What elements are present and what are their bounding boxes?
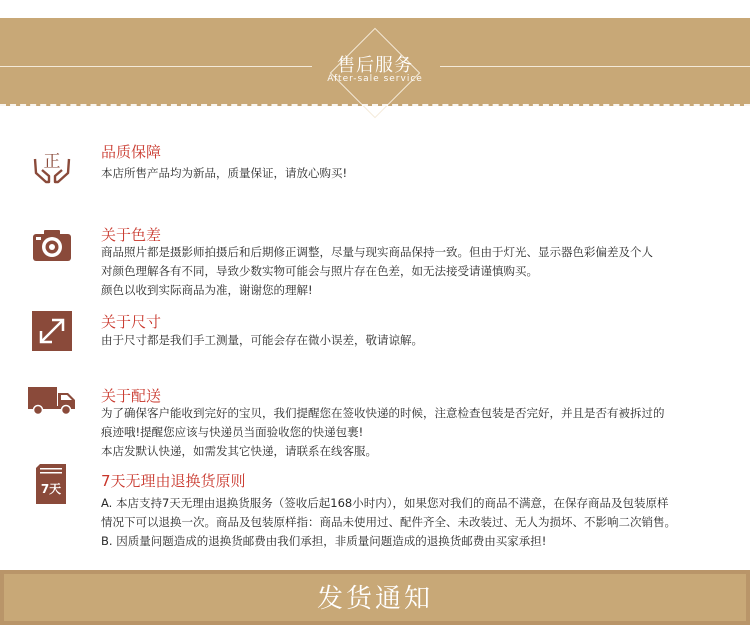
delivery-truck-icon [28,384,76,424]
body-line: 由于尺寸都是我们手工测量，可能会存在微小误差，敬请谅解。 [101,333,423,347]
after-sale-header [0,18,750,106]
shipping-notice-title: 发货通知 [316,584,433,614]
section-title: 关于配送 [101,387,162,405]
shipping-notice-banner [0,570,750,625]
body-line: 对颜色理解各有不同，导致少数实物可能会与照片存在色差，如无法接受请谨慎购买。 [101,264,538,278]
section-body [101,164,347,183]
camera-icon [32,226,72,266]
body-line: 商品照片都是摄影师拍摄后和后期修正调整，尽量与现实商品保持一致。但由于灯光、显示器色彩偏差及个人 [101,245,653,259]
section-title: 关于色差 [101,226,162,244]
resize-arrow-icon [32,311,72,351]
svg-text:7天: 7天 [40,482,62,496]
header-subtitle: After-sale service [327,74,423,84]
body-line: 颜色以收到实际商品为准，谢谢您的理解! [101,283,313,297]
body-line: 情况下可以退换一次。商品及包装原样指：商品未使用过、配件齐全、未改装过、无人为损坏、不影响二次销售。 [101,515,676,529]
body-line: B. 因质量问题造成的退换货邮费由我们承担，非质量问题造成的退换货邮费由买家承担! [101,534,547,548]
header-title: 售后服务 [337,55,413,76]
section-body [101,243,653,300]
section-title: 关于尺寸 [101,313,162,331]
section-title: 品质保障 [101,143,162,161]
section-title: 7天无理由退换货原则 [101,472,246,490]
body-line: 痕迹哦!提醒您应该与快递员当面验收您的快递包裹! [101,425,364,439]
section-body [101,494,676,551]
body-line: 本店所售产品均为新品，质量保证，请放心购买! [101,166,348,180]
section-body [101,331,423,350]
svg-text:正: 正 [43,152,61,172]
section-body [101,404,665,461]
body-line: 本店发默认快递，如需发其它快递，请联系在线客服。 [101,444,377,458]
body-line: A. 本店支持7天无理由退换货服务（签收后起168小时内），如果您对我们的商品不满意，在保存商品及包装原样 [101,496,669,510]
header-dashed-border [0,104,750,106]
quality-hands-icon [32,145,72,185]
body-line: 为了确保客户能收到完好的宝贝，我们提醒您在签收快递的时候，注意检查包装是否完好，并且是否有被拆过的 [101,406,665,420]
seven-day-return-icon [36,464,66,504]
